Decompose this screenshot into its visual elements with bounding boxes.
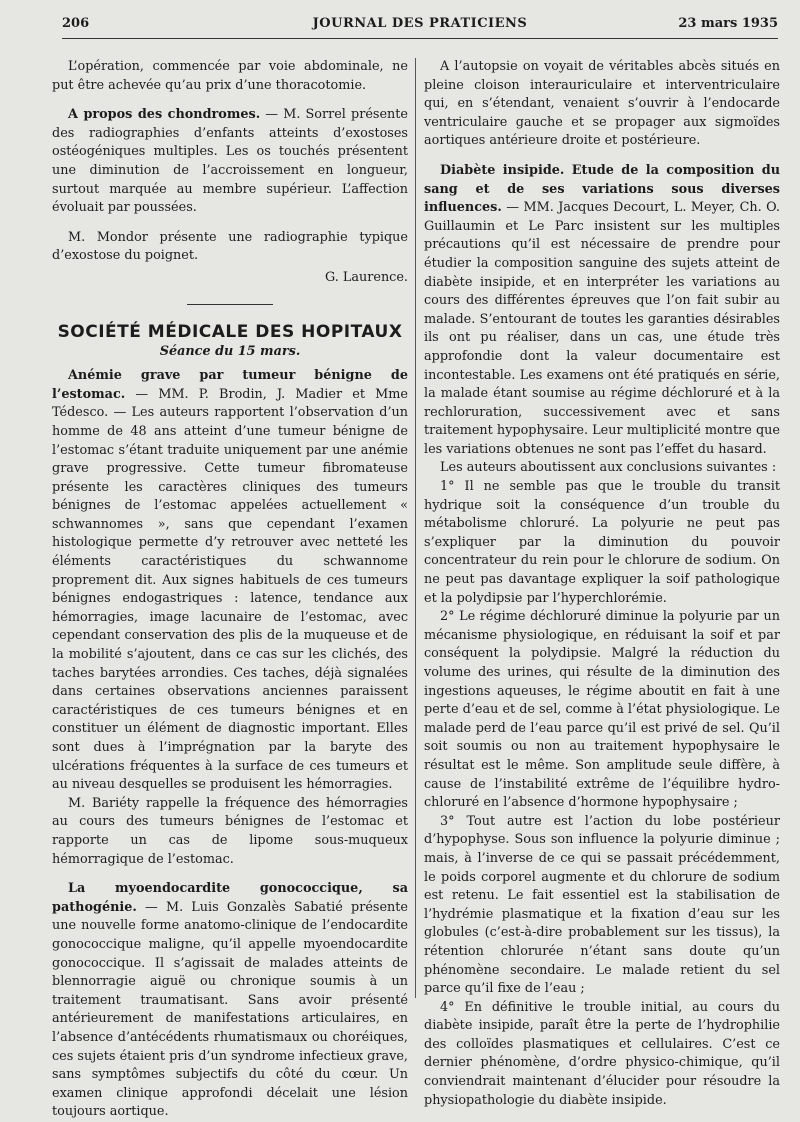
diabete-title: Diabète insipide. Etude de la composition du sang et de ses variations sous diverses influences. <box>424 162 780 216</box>
seance-date: Séance du 15 mars. <box>159 343 301 359</box>
myoendocardite-paragraph <box>52 880 408 1122</box>
left-column <box>52 58 408 1120</box>
conclusions-intro: Les auteurs aboutissent aux conclusions suivantes : <box>440 460 777 476</box>
author-signature: G. Laurence. <box>324 269 408 285</box>
anemie-title: Anémie grave par tumeur bénigne de l’estomac. <box>52 368 408 402</box>
column-divider <box>415 58 416 998</box>
section-separator <box>187 304 273 305</box>
bariety-paragraph: M. Bariéty rappelle la fréquence des hémorragies au cours des tumeurs bénignes de l’estomac et rapporte un cas de lipome sous-muqueux hémorragique de l’estomac. <box>52 795 408 867</box>
society-heading: SOCIÉTÉ MÉDICALE DES HOPITAUX <box>57 321 403 342</box>
conclusion-2: 2° Le régime déchloruré diminue la polyurie par un mécanisme physiologique, en réduisant la soif et par conséquent la polydipsie. Malgré la réduction du volume des urines, qui résulte de la diminution des ingestions aqueuses, le régime aboutit en fait à une perte d’eau et de sel, comme à l’état physiologique. Le malade perd de l’eau parce qu’il est privé de sel. Qu’il soit soumis ou non au traitement hypophysaire le résultat est le même. Son amplitude seule diffère, à cause de l’instabilité extrême de l’équilibre hydro-chloruré en l’absence d’hormone hypophysaire ; <box>424 609 780 811</box>
conclusion-3: 3° Tout autre est l’action du lobe postérieur d’hypophyse. Sous son influence la polyurie diminue ; mais, à l’inverse de ce qui se passait précédemment, le poids corporel augmente et du chlorure de sodium est retenu. Le fait essentiel est la stabilisation de l’hydrémie plasmatique et la fixation d’eau sur les globules (c’est-à-dire probablement sur les tissus), la rétention chlorurée n’étant sans doute qu’un phénomène secondaire. Le malade retient du sel parce qu’il fixe de l’eau ; <box>424 813 780 997</box>
anemie-body: — MM. P. Brodin, J. Madier et Mme Tédesco. — Les auteurs rapportent l’observation d’un homme de 48 ans atteint d’une tumeur bénigne de l’estomac s’étant traduite uniquement par une anémie grave progressive. Cette tumeur fibromateuse présente les caractères cliniques des tumeurs bénignes de l’estomac appelées actuellement « schwannomes », sans que cependant l’examen histologique permette d’y retrouver avec netteté les éléments caractéristiques du schwannome proprement dit. Aux signes habituels de ces tumeurs bénignes endogastriques : latence, tendance aux hémorragies, image lacunaire de l’estomac, avec cependant conservation des plis de la muqueuse et de la mobilité s’ajoutent, dans ce cas sur les clichés, des taches barytées arrondies. Ces taches, déjà signalées dans certaines observations anciennes paraissent caractéristiques de ces tumeurs bénignes et en constituer un élément de diagnostic important. Elles sont dues à l’imprégnation par la baryte des ulcérations fréquentes à la surface de ces tumeurs et au niveau desquelles se produisent les hémorragies. <box>52 386 408 793</box>
right-column <box>424 58 780 1108</box>
chondromes-title: A propos des chondromes. <box>68 107 261 123</box>
chondromes-paragraph <box>52 106 408 218</box>
diabete-paragraph <box>424 162 780 460</box>
page-header <box>62 12 778 39</box>
myoendocardite-title: La myoendocardite gonococcique, sa pathogénie. <box>52 881 408 915</box>
chondromes-body: — M. Sorrel présente des radiographies d’enfants atteints d’exostoses ostéogéniques multiples. Les os touchés présentent une diminution de l’accroissement en longueur, surtout marquée au membre supérieur. L’affection évoluait par poussées. <box>52 107 408 216</box>
conclusion-4: 4° En définitive le trouble initial, au cours du diabète insipide, paraît être la perte de l’hydrophilie des colloïdes plasmatiques et cellulaires. C’est ce dernier phénomène, d’ordre physico-chimique, qu’il conviendrait maintenant d’élucider pour résoudre la physiopathologie du diabète insipide. <box>424 999 780 1108</box>
issue-date: 23 mars 1935 <box>678 16 778 31</box>
anemie-paragraph <box>52 367 408 795</box>
conclusion-1: 1° Il ne semble pas que le trouble du transit hydrique soit la conséquence d’un trouble du métabolisme chloruré. La polyurie ne peut pas s’expliquer par la diminution du pouvoir concentrateur du rein pour le chlorure de sodium. On ne peut pas davantage expliquer la soif pathologique et la polydipsie par l’hyperchlorémie. <box>424 479 780 606</box>
mondor-paragraph: M. Mondor présente une radiographie typique d’exostose du poignet. <box>52 229 408 264</box>
myoendocardite-body: — M. Luis Gonzalès Sabatié présente une nouvelle forme anatomo-clinique de l’endocardite gonococcique maligne, qu’il appelle myoendocardite gonococcique. Il s’agissait de malades atteints de blennorragie aiguë ou chronique soumis à un traitement traumatisant. Sans avoir présenté antérieurement de manifestations articulaires, en l’absence d’antécédents rhumatismaux ou choréiques, ces sujets étaient pris d’un syndrome infectieux grave, sans symptômes subjectifs du côté du cœur. Un examen clinique approfondi décelait une lésion toujours aortique. <box>52 899 408 1120</box>
diabete-body: — MM. Jacques Decourt, L. Meyer, Ch. O. Guillaumin et Le Parc insistent sur les multiples précautions qu’il est nécessaire de prendre pour étudier la composition sanguine des sujets atteint de diabète insipide, et en interpréter les variations au cours des différentes épreuves que l’on fait subir au malade. S’entourant de toutes les garanties désirables ils ont pu réaliser, dans un cas, une étude très approfondie dont la valeur documentaire est incontestable. Les examens ont été pratiqués en série, la malade étant soumise au régime déchloruré et à la rechloruration, successivement avec et sans traitement hypophysaire. Leur multiplicité montre que les variations obtenues ne sont pas l’effet du hasard. <box>424 200 780 457</box>
page-number: 206 <box>62 16 90 31</box>
operation-paragraph: L’opération, commencée par voie abdominale, ne put être achevée qu’au prix d’une thoracotomie. <box>52 59 408 93</box>
journal-title: JOURNAL DES PRATICIENS <box>312 16 528 31</box>
autopsie-paragraph: A l’autopsie on voyait de véritables abcès situés en pleine cloison interauriculaire et interventriculaire qui, en s’étendant, venaient s’ouvrir à l’endocarde ventriculaire gauche et se propager aux sigmoïdes aortiques antérieure droite et postérieure. <box>424 59 780 149</box>
